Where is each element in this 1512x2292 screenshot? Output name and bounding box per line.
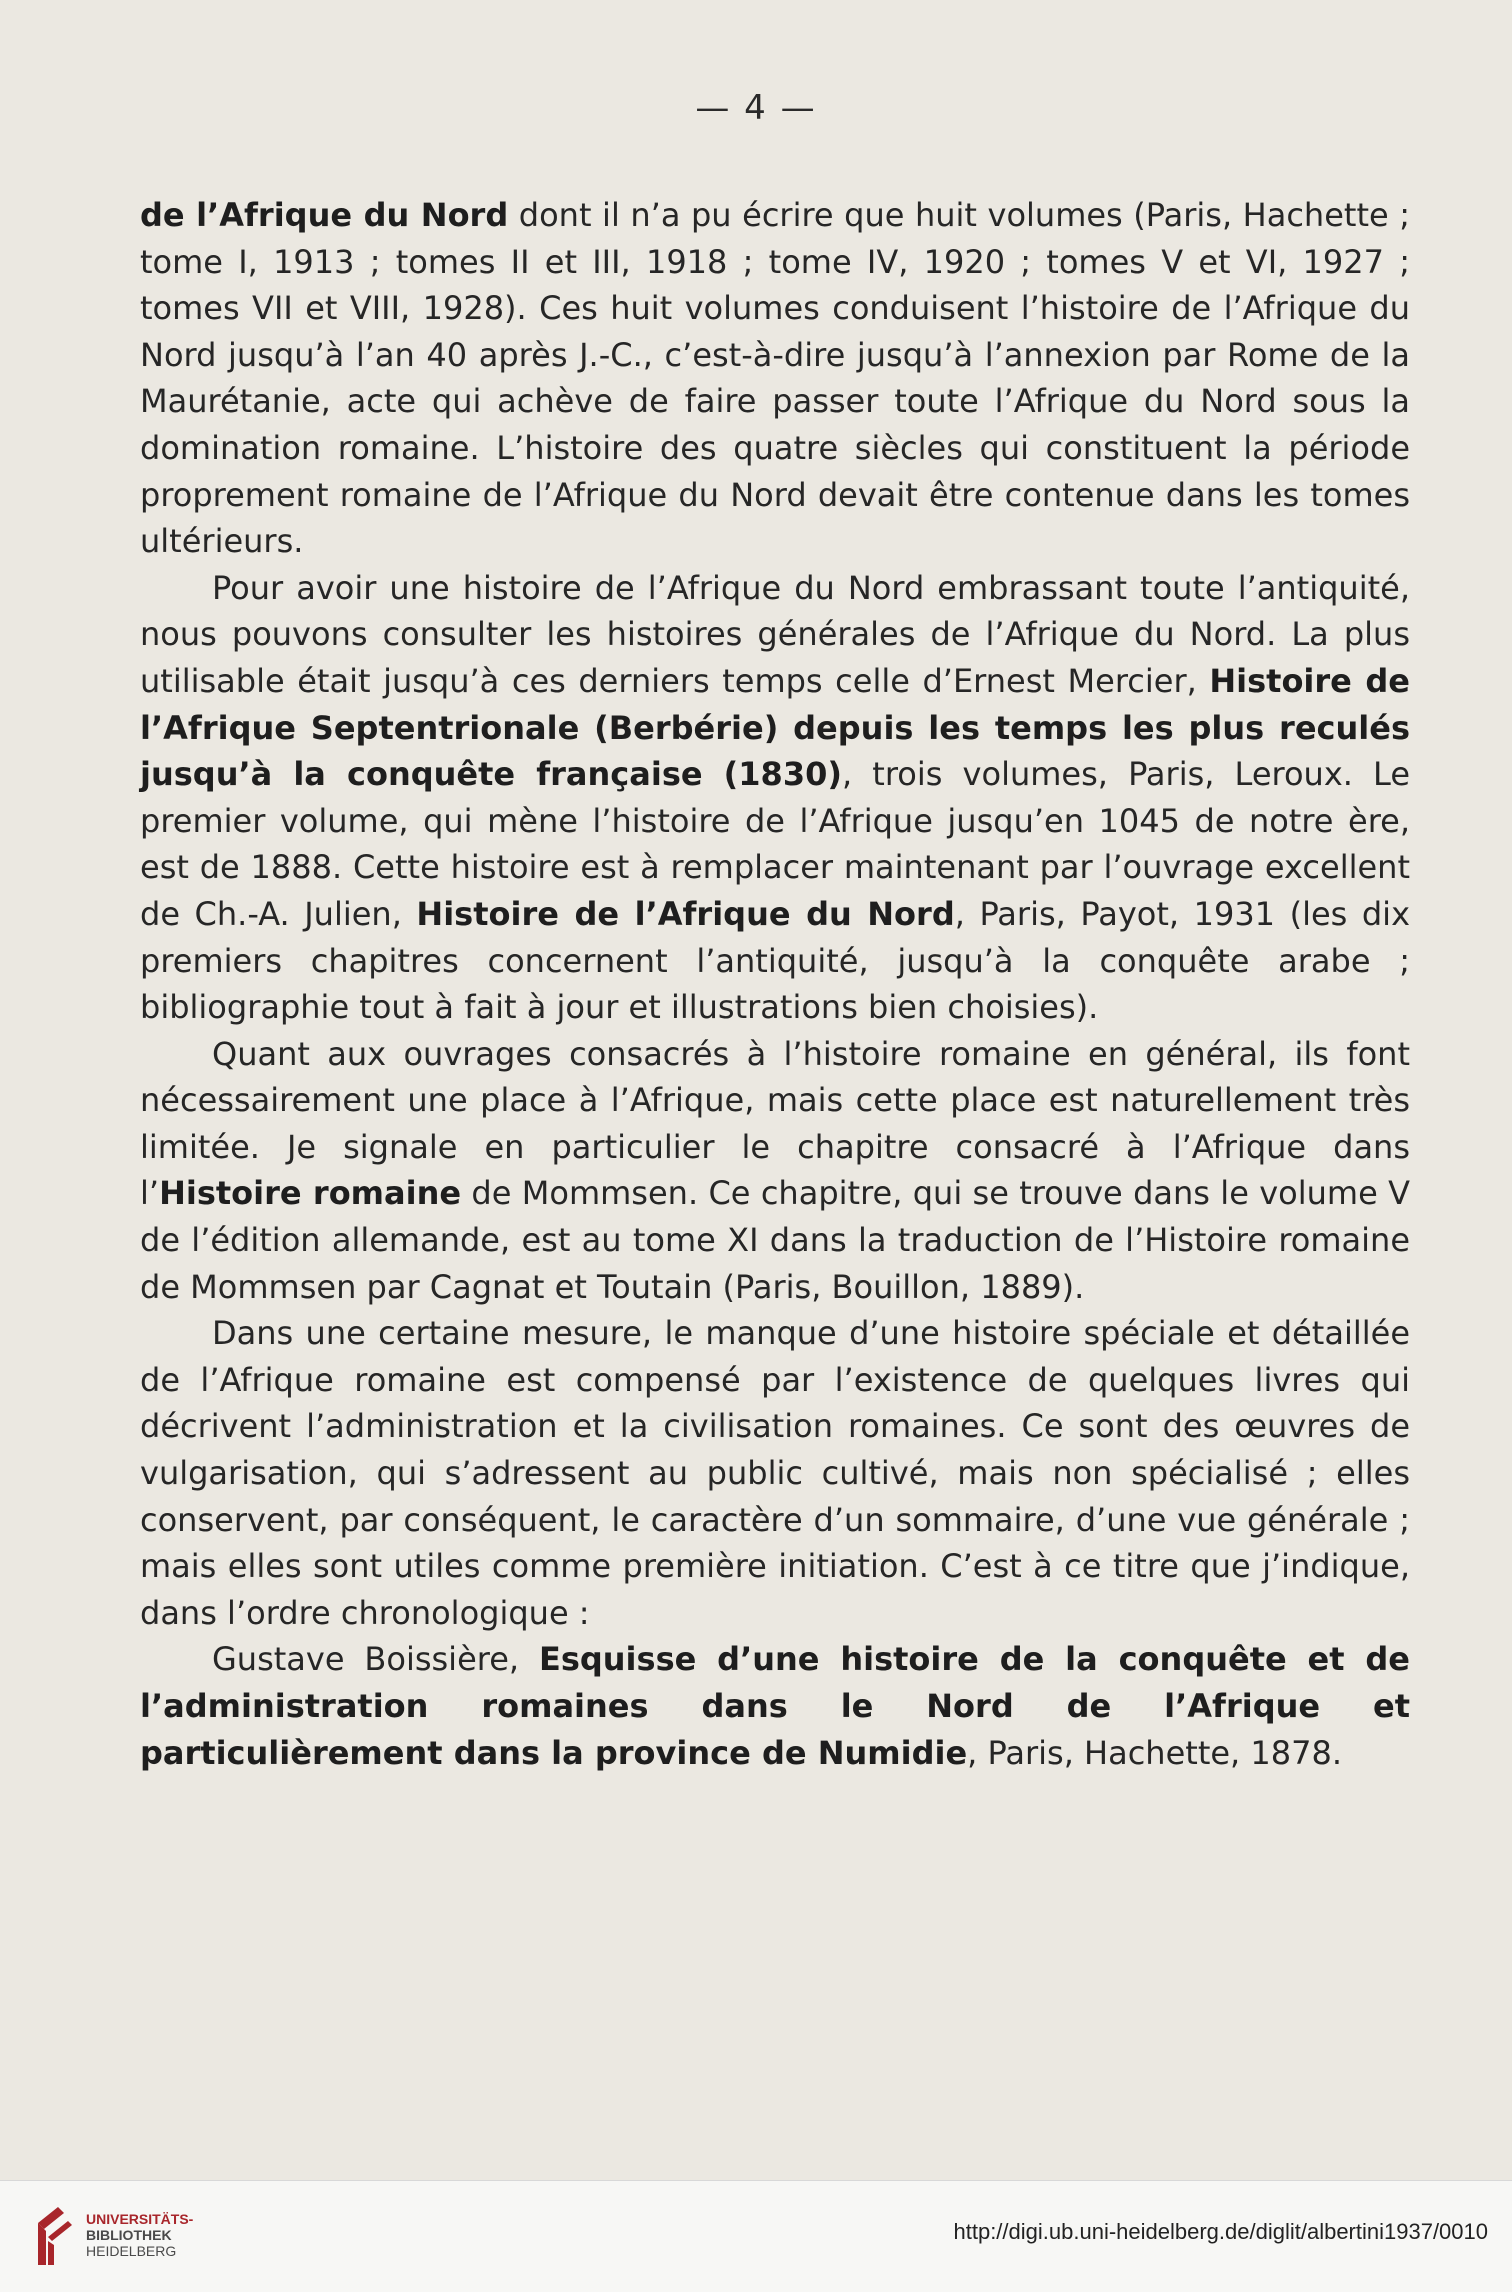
library-name-line2: BIBLIOTHEK (86, 2227, 172, 2243)
text-run: dont il n’a pu écrire que huit volumes (Paris, Hachette ; tome I, 1913 ; tomes II et III, 1918 ; tome IV, 1920 ; tomes V et VI, 1927 ; tomes VII et VIII, 1928). Ces huit volumes conduisent l’histoire de l’Afrique du Nord jusqu’à l’an 40 après J.-C., c’est-à-dire jusqu’à l’annexion par Rome de la Maurétanie, acte qui achève de faire passer toute l’Afrique du Nord sous la domination romaine. L’histoire des quatre siècles qui constituent la période proprement romaine de l’Afrique du Nord devait être contenue dans les tomes ultérieurs. (140, 196, 1411, 561)
paragraph-3 (140, 1031, 1410, 1311)
text-run: Dans une certaine mesure, le manque d’une histoire spéciale et détaillée de l’Afrique romaine est compensé par l’existence de quelques livres qui décrivent l’administration et la civilisation romaines. Ce sont des œuvres de vulgarisation, qui s’adressent au public cultivé, mais non spécialisé ; elles conservent, par conséquent, le caractère d’un sommaire, d’une vue générale ; mais elles sont utiles comme première initiation. C’est à ce titre que j’indique, dans l’ordre chronologique : (140, 1314, 1410, 1632)
text-run: de Mommsen. Ce chapitre, qui se trouve dans le volume V de l’édition allemande, est au tome XI dans la traduction de l’Histoire romaine de Mommsen par Cagnat et Toutain (Paris, Bouillon, 1889). (140, 1174, 1411, 1306)
source-url-link[interactable]: http://digi.ub.uni-heidelberg.de/diglit/albertini1937/0010 (953, 2219, 1488, 2244)
text-run: Quant aux ouvrages consacrés à l’histoire romaine en général, ils font nécessairement une place à l’Afrique, mais cette place est naturellement très limitée. Je signale en particulier le chapitre consacré à l’Afrique dans l’ (140, 1034, 1410, 1213)
text-run: , Paris, Hachette, 1878. (967, 1733, 1342, 1772)
text-run-bold: Histoire de l’Afrique Septentrionale (Berbérie) depuis les temps les plus reculés jusqu’à la conquête française (1830) (140, 661, 1411, 794)
footer-bar (0, 2180, 1512, 2292)
text-run: , Paris, Payot, 1931 (les dix premiers chapitres concernent l’antiquité, jusqu’à la conquête arabe ; bibliographie tout à fait à jour et illustrations bien choisies). (140, 894, 1410, 1027)
library-logo-icon (34, 2203, 74, 2269)
library-name (86, 2211, 193, 2259)
text-run-bold: Esquisse d’une histoire de la conquête et de l’administration romaines dans le Nord de l’Afrique et particulièrement dans la province de Numidie (140, 1640, 1411, 1772)
paragraph-5 (140, 1636, 1410, 1776)
text-run: Pour avoir une histoire de l’Afrique du Nord embrassant toute l’antiquité, nous pouvons consulter les histoires générales de l’Afrique du Nord. La plus utilisable était jusqu’à ces derniers temps celle d’Ernest Mercier, (140, 568, 1410, 700)
text-run: , trois volumes, Paris, Leroux. Le premier volume, qui mène l’histoire de l’Afrique jusqu’en 1045 de notre ère, est de 1888. Cette histoire est à remplacer maintenant par l’ouvrage excellent de Ch.-A. Julien, (140, 755, 1411, 933)
library-name-line1: UNIVERSITÄTS- (86, 2211, 194, 2227)
paragraph-1 (140, 192, 1410, 565)
text-run-bold: Histoire de l’Afrique du Nord (416, 894, 955, 933)
paragraph-2 (140, 565, 1410, 1031)
page-number: — 4 — (695, 88, 817, 128)
text-run-bold: de l’Afrique du Nord (140, 196, 509, 234)
text-run: Gustave Boissière, (212, 1640, 539, 1679)
body-text (140, 192, 1410, 1776)
text-run-bold: Histoire romaine (159, 1174, 462, 1213)
paragraph-4 (140, 1310, 1410, 1636)
library-name-line3: HEIDELBERG (86, 2243, 177, 2259)
